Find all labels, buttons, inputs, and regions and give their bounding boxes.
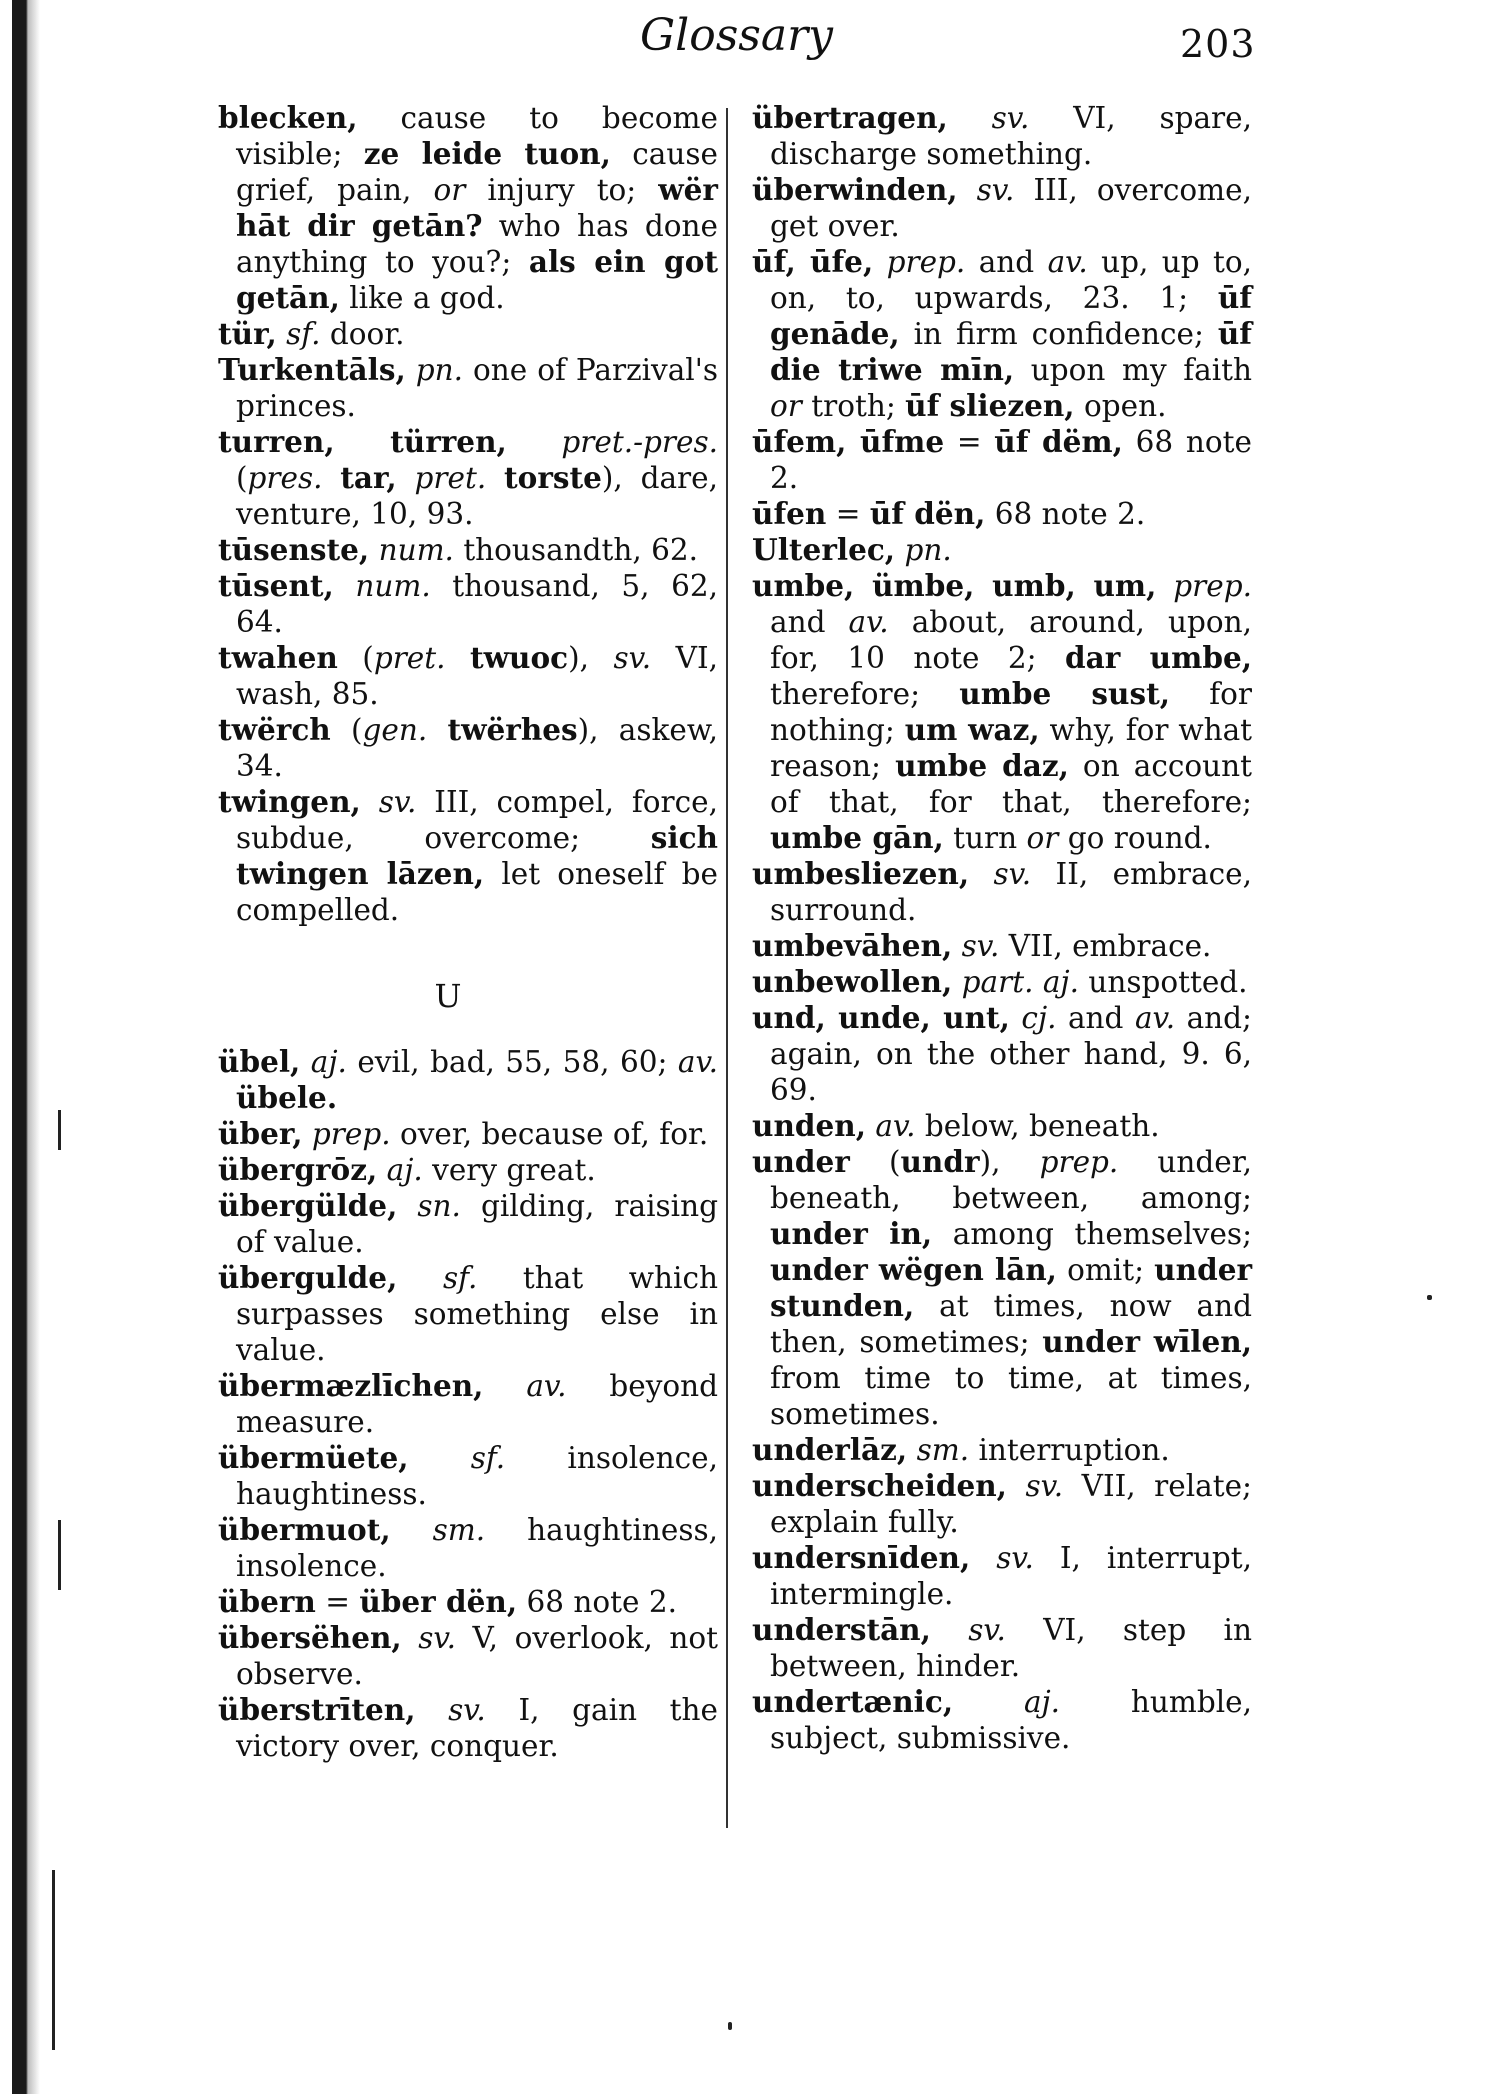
definition-text bbox=[866, 1109, 875, 1143]
headword: umbe, ümbe, umb, um, bbox=[752, 568, 1157, 603]
glossary-entry bbox=[218, 1368, 718, 1440]
definition-text bbox=[402, 1621, 419, 1655]
definition-text bbox=[1010, 1001, 1022, 1035]
glossary-entry bbox=[218, 316, 718, 352]
headword: under wīlen, bbox=[1042, 1324, 1252, 1359]
headword: ūf dëm, bbox=[994, 424, 1123, 459]
definition-text: I, interrupt, intermingle. bbox=[770, 1541, 1252, 1611]
glossary-entry bbox=[752, 424, 1252, 496]
grammar-label: sf. bbox=[286, 317, 321, 351]
glossary-entry bbox=[218, 784, 718, 928]
glossary-entry bbox=[752, 1612, 1252, 1684]
grammar-label: pret. bbox=[373, 641, 446, 675]
definition-text: for nothing; bbox=[770, 677, 1252, 747]
headword: undertænic, bbox=[752, 1684, 954, 1719]
binding-speck bbox=[52, 1870, 55, 2050]
headword: um waz, bbox=[904, 712, 1040, 747]
headword: unbewollen, bbox=[752, 964, 953, 999]
glossary-entry bbox=[752, 1144, 1252, 1432]
definition-text: thousand, 5, 62, 64. bbox=[236, 569, 718, 639]
headword: undersnīden, bbox=[752, 1540, 971, 1575]
definition-text bbox=[486, 461, 504, 495]
grammar-label: prep. bbox=[1173, 569, 1252, 603]
definition-text: and; again, on the other hand, 9. 6, 69. bbox=[770, 1001, 1252, 1107]
glossary-entry bbox=[218, 1512, 718, 1584]
page-number: 203 bbox=[1180, 22, 1256, 66]
headword: ūfen bbox=[752, 496, 827, 531]
stray-mark bbox=[728, 2022, 732, 2030]
headword: under bbox=[752, 1144, 850, 1179]
grammar-label: num. bbox=[355, 569, 431, 603]
definition-text: V, overlook, not observe. bbox=[236, 1621, 718, 1691]
left-entries-after bbox=[218, 1044, 718, 1764]
definition-text bbox=[303, 1117, 312, 1151]
headword: ze leide tuon, bbox=[363, 136, 611, 171]
definition-text bbox=[931, 1613, 968, 1647]
grammar-label: sv. bbox=[976, 173, 1015, 207]
headword: umbevāhen, bbox=[752, 928, 953, 963]
definition-text: in firm confidence; bbox=[899, 317, 1218, 351]
definition-text: beyond measure. bbox=[236, 1369, 718, 1439]
glossary-entry bbox=[218, 568, 718, 640]
definition-text: from time to time, at times, sometimes. bbox=[770, 1361, 1252, 1431]
glossary-entry bbox=[218, 424, 718, 532]
definition-text: on account of that, for that, therefore; bbox=[770, 749, 1253, 819]
headword: under stunden, bbox=[770, 1252, 1253, 1323]
definition-text: cause grief, pain, bbox=[236, 137, 718, 207]
definition-text: like a god. bbox=[339, 281, 505, 315]
definition-text bbox=[397, 1261, 443, 1295]
definition-text: ), askew, 34. bbox=[236, 713, 718, 783]
definition-text: therefore; bbox=[770, 677, 960, 711]
definition-text: over, because of, for. bbox=[390, 1117, 709, 1151]
grammar-label: or bbox=[770, 389, 802, 423]
headword: ūf die triwe mīn, bbox=[770, 316, 1252, 387]
headword: blecken, bbox=[218, 100, 358, 135]
definition-text: 68 note 2. bbox=[517, 1585, 677, 1619]
grammar-label: sv. bbox=[961, 929, 1000, 963]
grammar-label: av. bbox=[677, 1045, 718, 1079]
headword: Turkentāls, bbox=[218, 352, 406, 387]
glossary-entry bbox=[752, 1468, 1252, 1540]
glossary-entry bbox=[218, 1440, 718, 1512]
definition-text: gilding, raising of value. bbox=[236, 1189, 718, 1259]
grammar-label: gen. bbox=[362, 713, 428, 747]
glossary-entry bbox=[752, 1432, 1252, 1468]
headword: understān, bbox=[752, 1612, 931, 1647]
glossary-entry bbox=[218, 1692, 718, 1764]
definition-text bbox=[1007, 1469, 1026, 1503]
definition-text: evil, bad, 55, 58, 60; bbox=[346, 1045, 678, 1079]
headword: ūf dën, bbox=[869, 496, 986, 531]
definition-text bbox=[406, 353, 416, 387]
headword: ūf, ūfe, bbox=[752, 244, 874, 279]
headword: under in, bbox=[770, 1216, 933, 1251]
grammar-label: av. bbox=[526, 1369, 567, 1403]
glossary-entry bbox=[218, 640, 718, 712]
definition-text bbox=[907, 1433, 916, 1467]
column-divider bbox=[726, 108, 728, 1828]
grammar-label: av. bbox=[875, 1109, 916, 1143]
glossary-entry bbox=[218, 1116, 718, 1152]
headword: übergulde, bbox=[218, 1260, 398, 1295]
headword: übel, bbox=[218, 1044, 301, 1079]
definition-text bbox=[948, 101, 992, 135]
binding-speck bbox=[58, 1110, 61, 1150]
glossary-entry bbox=[218, 1188, 718, 1260]
grammar-label: prep. bbox=[886, 245, 966, 279]
glossary-entry bbox=[752, 1684, 1252, 1756]
definition-text bbox=[952, 965, 961, 999]
glossary-entry bbox=[752, 1540, 1252, 1612]
definition-text: ( bbox=[236, 461, 248, 495]
grammar-label: sv. bbox=[418, 1621, 456, 1655]
definition-text: 68 note 2. bbox=[770, 425, 1252, 495]
headword: dar umbe, bbox=[1065, 640, 1252, 675]
definition-text: ), bbox=[979, 1145, 1040, 1179]
section-letter: U bbox=[434, 977, 462, 1015]
definition-text: VI, step in between, hinder. bbox=[770, 1613, 1252, 1683]
definition-text: interruption. bbox=[969, 1433, 1170, 1467]
grammar-label: sm. bbox=[916, 1433, 970, 1467]
definition-text: turn bbox=[943, 821, 1027, 855]
definition-text: injury to; bbox=[465, 173, 659, 207]
headword: überstrīten, bbox=[218, 1692, 416, 1727]
stray-mark bbox=[1427, 1295, 1432, 1300]
definition-text: who has done anything to you?; bbox=[236, 209, 718, 279]
glossary-entry bbox=[752, 1000, 1252, 1108]
headword: ūf genāde, bbox=[770, 280, 1252, 351]
definition-text bbox=[507, 425, 562, 459]
definition-text bbox=[1156, 569, 1173, 603]
grammar-label: sv. bbox=[991, 101, 1030, 135]
definition-text: II, embrace, surround. bbox=[770, 857, 1252, 927]
definition-text: = bbox=[944, 425, 995, 459]
glossary-entry bbox=[752, 964, 1252, 1000]
headword: underscheiden, bbox=[752, 1468, 1007, 1503]
definition-text: I, gain the victory over, conquer. bbox=[236, 1693, 718, 1763]
definition-text: III, compel, force, subdue, overcome; bbox=[236, 785, 718, 855]
page-title: Glossary bbox=[640, 10, 833, 61]
grammar-label: sv. bbox=[613, 641, 652, 675]
definition-text bbox=[377, 1153, 386, 1187]
headword: übergülde, bbox=[218, 1188, 398, 1223]
definition-text: and bbox=[770, 605, 849, 639]
grammar-label: sv. bbox=[378, 785, 417, 819]
headword: ūfem, ūfme bbox=[752, 424, 945, 459]
definition-text: up, up to, on, to, upwards, 23. 1; bbox=[770, 245, 1252, 315]
definition-text bbox=[408, 1441, 470, 1475]
definition-text: thousandth, 62. bbox=[453, 533, 699, 567]
definition-text bbox=[970, 1541, 996, 1575]
definition-text bbox=[322, 461, 340, 495]
grammar-label: av. bbox=[1134, 1001, 1176, 1035]
headword: twuoc bbox=[470, 640, 569, 675]
grammar-label: sf. bbox=[470, 1441, 506, 1475]
definition-text bbox=[361, 785, 379, 819]
headword: tūsenste, bbox=[218, 532, 370, 567]
definition-text: VII, embrace. bbox=[999, 929, 1212, 963]
definition-text: ( bbox=[337, 641, 374, 675]
definition-text bbox=[397, 461, 415, 495]
definition-text bbox=[483, 1369, 526, 1403]
glossary-entry bbox=[752, 244, 1252, 424]
headword: als ein got getān, bbox=[236, 244, 718, 315]
definition-text: = bbox=[826, 497, 870, 531]
headword: überwinden, bbox=[752, 172, 958, 207]
headword: über, bbox=[218, 1116, 303, 1151]
glossary-entry bbox=[218, 1260, 718, 1368]
definition-text: among themselves; bbox=[932, 1217, 1253, 1251]
grammar-label: sn. bbox=[417, 1189, 461, 1223]
grammar-label: pn. bbox=[904, 533, 952, 567]
definition-text: humble, subject, submissive. bbox=[770, 1685, 1252, 1755]
definition-text: about, around, upon, for, 10 note 2; bbox=[770, 605, 1253, 675]
headword: twahen bbox=[218, 640, 338, 675]
headword: übermüete, bbox=[218, 1440, 409, 1475]
definition-text: under, beneath, between, among; bbox=[770, 1145, 1252, 1215]
headword: über dën, bbox=[359, 1584, 518, 1619]
grammar-label: or bbox=[1026, 821, 1059, 855]
grammar-label: sf. bbox=[442, 1261, 478, 1295]
definition-text bbox=[415, 1693, 448, 1727]
definition-text: unspotted. bbox=[1078, 965, 1248, 999]
definition-text: 68 note 2. bbox=[985, 497, 1146, 531]
definition-text: why, for what reason; bbox=[770, 713, 1253, 783]
grammar-label: sv. bbox=[996, 1541, 1034, 1575]
headword: unden, bbox=[752, 1108, 867, 1143]
grammar-label: prep. bbox=[1039, 1145, 1119, 1179]
definition-text: VII, relate; explain fully. bbox=[770, 1469, 1252, 1539]
definition-text: and bbox=[965, 245, 1048, 279]
headword: undr bbox=[900, 1144, 980, 1179]
headword: twërhes bbox=[447, 712, 578, 747]
definition-text: one of Parzival's princes. bbox=[236, 353, 718, 423]
headword: tür, bbox=[218, 316, 277, 351]
definition-text: haughtiness, insolence. bbox=[236, 1513, 718, 1583]
definition-text bbox=[391, 1513, 433, 1547]
definition-text: very great. bbox=[422, 1153, 596, 1187]
headword: übertragen, bbox=[752, 100, 948, 135]
definition-text: that which surpasses something else in value. bbox=[236, 1261, 718, 1367]
definition-text bbox=[873, 245, 886, 279]
left-entries-before bbox=[218, 100, 718, 928]
headword: umbe sust, bbox=[959, 676, 1170, 711]
definition-text: ), bbox=[568, 641, 614, 675]
right-entries bbox=[752, 100, 1252, 1756]
definition-text: III, overcome, get over. bbox=[770, 173, 1252, 243]
definition-text: ( bbox=[849, 1145, 901, 1179]
grammar-label: sm. bbox=[432, 1513, 486, 1547]
definition-text: = bbox=[315, 1585, 360, 1619]
glossary-entry bbox=[752, 496, 1252, 532]
definition-text: omit; bbox=[1056, 1253, 1155, 1287]
headword: tūsent, bbox=[218, 568, 334, 603]
grammar-label: sv. bbox=[993, 857, 1032, 891]
headword: torste bbox=[504, 460, 602, 495]
headword: übergrōz, bbox=[218, 1152, 378, 1187]
definition-text bbox=[300, 1045, 310, 1079]
glossary-entry bbox=[218, 1584, 718, 1620]
glossary-entry bbox=[218, 352, 718, 424]
grammar-label: part. aj. bbox=[961, 965, 1079, 999]
headword: wër hāt dir getān? bbox=[236, 172, 718, 243]
definition-text: upon my faith bbox=[1014, 353, 1252, 387]
headword: turren, türren, bbox=[218, 424, 507, 459]
headword: twingen, bbox=[218, 784, 361, 819]
headword: übern bbox=[218, 1584, 316, 1619]
headword: und, unde, unt, bbox=[752, 1000, 1010, 1035]
definition-text bbox=[369, 533, 378, 567]
headword: umbe daz, bbox=[895, 748, 1069, 783]
headword: übele. bbox=[236, 1080, 338, 1115]
glossary-entry bbox=[218, 1152, 718, 1188]
glossary-entry bbox=[752, 856, 1252, 928]
glossary-entry bbox=[218, 712, 718, 784]
definition-text: VI, wash, 85. bbox=[236, 641, 718, 711]
glossary-entry bbox=[218, 100, 718, 316]
definition-text: cause to become visible; bbox=[236, 101, 718, 171]
glossary-entry bbox=[218, 532, 718, 568]
grammar-label: sv. bbox=[1025, 1469, 1064, 1503]
headword: sich twingen lāzen, bbox=[236, 820, 718, 891]
definition-text: insolence, haughtiness. bbox=[236, 1441, 718, 1511]
definition-text bbox=[952, 929, 961, 963]
headword: umbesliezen, bbox=[752, 856, 970, 891]
grammar-label: aj. bbox=[386, 1153, 423, 1187]
grammar-label: pres. bbox=[247, 461, 323, 495]
headword: übermæzlīchen, bbox=[218, 1368, 484, 1403]
headword: underlāz, bbox=[752, 1432, 908, 1467]
left-column bbox=[218, 100, 718, 1764]
glossary-entry bbox=[218, 1620, 718, 1692]
binding-speck bbox=[58, 1520, 61, 1590]
grammar-label: av. bbox=[1047, 245, 1088, 279]
grammar-label: pret. bbox=[414, 461, 487, 495]
grammar-label: pret.-pres. bbox=[561, 425, 718, 459]
definition-text bbox=[427, 713, 447, 747]
grammar-label: prep. bbox=[311, 1117, 391, 1151]
definition-text: go round. bbox=[1058, 821, 1212, 855]
definition-text: troth; bbox=[801, 389, 906, 423]
definition-text: below, beneath. bbox=[915, 1109, 1160, 1143]
definition-text: door. bbox=[320, 317, 405, 351]
grammar-label: av. bbox=[848, 605, 889, 639]
definition-text: and bbox=[1056, 1001, 1135, 1035]
grammar-label: or bbox=[433, 173, 466, 207]
definition-text bbox=[953, 1685, 1024, 1719]
definition-text: ( bbox=[330, 713, 363, 747]
glossary-entry bbox=[752, 172, 1252, 244]
glossary-entry bbox=[752, 100, 1252, 172]
definition-text: let oneself be compelled. bbox=[236, 857, 718, 927]
headword: twërch bbox=[218, 712, 331, 747]
definition-text: VI, spare, discharge something. bbox=[770, 101, 1252, 171]
grammar-label: sv. bbox=[968, 1613, 1006, 1647]
headword: übersëhen, bbox=[218, 1620, 402, 1655]
grammar-label: aj. bbox=[1023, 1685, 1061, 1719]
definition-text bbox=[958, 173, 977, 207]
grammar-label: aj. bbox=[310, 1045, 347, 1079]
headword: umbe gān, bbox=[770, 820, 944, 855]
definition-text: ), dare, venture, 10, 93. bbox=[236, 461, 718, 531]
definition-text bbox=[446, 641, 471, 675]
grammar-label: pn. bbox=[415, 353, 463, 387]
glossary-entry bbox=[752, 928, 1252, 964]
definition-text: at times, now and then, sometimes; bbox=[770, 1289, 1252, 1359]
grammar-label: cj. bbox=[1021, 1001, 1057, 1035]
definition-text bbox=[397, 1189, 417, 1223]
definition-text: open. bbox=[1074, 389, 1167, 423]
glossary-entry bbox=[752, 532, 1252, 568]
glossary-entry bbox=[752, 1108, 1252, 1144]
headword: under wëgen lān, bbox=[770, 1252, 1057, 1287]
grammar-label: num. bbox=[378, 533, 454, 567]
book-binding-edge bbox=[12, 0, 40, 2094]
grammar-label: sv. bbox=[448, 1693, 486, 1727]
headword: tar, bbox=[340, 460, 397, 495]
definition-text bbox=[334, 569, 356, 603]
headword: Ulterlec, bbox=[752, 532, 896, 567]
glossary-entry bbox=[752, 568, 1252, 856]
definition-text bbox=[277, 317, 286, 351]
definition-text bbox=[969, 857, 993, 891]
headword: übermuot, bbox=[218, 1512, 391, 1547]
headword: ūf sliezen, bbox=[905, 388, 1075, 423]
right-column bbox=[752, 100, 1252, 1756]
glossary-entry bbox=[218, 1044, 718, 1116]
